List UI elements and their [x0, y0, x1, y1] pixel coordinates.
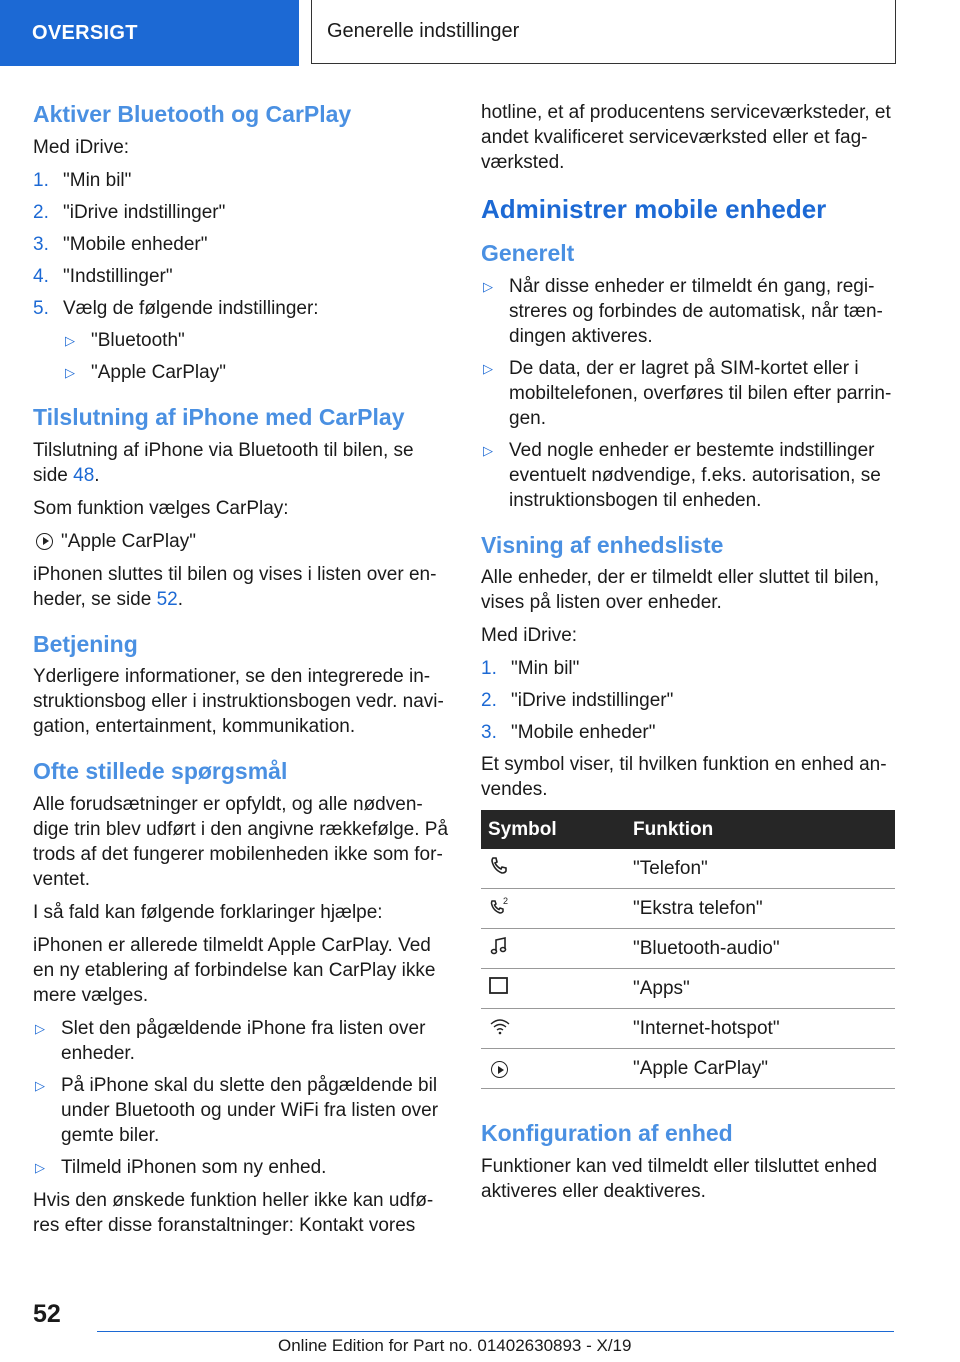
paragraph: Med iDrive: [481, 625, 578, 647]
bullet-text: "Bluetooth" [91, 329, 185, 351]
step-number: 2. [481, 690, 497, 712]
paragraph: Hvis den ønskede funktion heller ikke kan udfø-res efter disse foranstaltninger: Kontakt vores [33, 1190, 434, 1236]
step-text: "Mobile enheder" [63, 233, 208, 255]
page-header [0, 0, 960, 66]
paragraph [33, 562, 449, 612]
column-header-function: Funktion [626, 810, 895, 849]
step-number: 2. [33, 201, 49, 223]
paragraph: Et symbol viser, til hvilken funktion en enhed an-vendes. [481, 754, 887, 801]
list-item [33, 1073, 449, 1148]
page-link-48[interactable]: 48 [73, 464, 95, 486]
paragraph: I så fald kan følgende forklaringer hjælpe: [33, 902, 383, 923]
step-text: "Min bil" [511, 658, 580, 680]
bullet-text: Ved nogle enheder er bestemte indstillinger eventuelt nødvendige, f.eks. autorisation, se instruktionsbogen til enheden. [509, 439, 881, 511]
table-row [481, 929, 895, 969]
music-note-icon [488, 935, 510, 957]
column-header-symbol: Symbol [481, 810, 626, 849]
section-title-device-configuration: Konfiguration af enhed [481, 1120, 733, 1147]
step-number: 4. [33, 265, 49, 287]
text: . [94, 464, 100, 486]
function-cell: "Bluetooth-audio" [626, 929, 895, 969]
bullet-text: Når disse enheder er tilmeldt én gang, regi-streres og forbindes de automatisk, når tæn-dingen aktiveres. [509, 275, 883, 347]
table-row [481, 1009, 895, 1049]
triangle-bullet-icon: ▷ [483, 442, 493, 458]
symbol-table [481, 810, 895, 1089]
right-column [481, 100, 897, 1212]
list-item [481, 356, 897, 431]
svg-text:2: 2 [503, 895, 509, 906]
paragraph [33, 438, 449, 488]
list-item [481, 720, 897, 745]
list-item [481, 438, 897, 513]
step-number: 3. [481, 722, 497, 744]
section-title-device-list: Visning af enhedsliste [481, 531, 724, 558]
section-title-operation: Betjening [33, 630, 138, 657]
tab-general-settings[interactable]: Generelle indstillinger [311, 0, 896, 64]
triangle-bullet-icon: ▷ [65, 364, 75, 380]
list-item [63, 328, 449, 353]
section-title-general: Generelt [481, 239, 575, 266]
section-title-faq: Ofte stillede spørgsmål [33, 758, 288, 785]
table-row [481, 849, 895, 889]
bullet-text: På iPhone skal du slette den pågældende bil under Bluetooth og under WiFi fra listen over gemte biler. [61, 1075, 439, 1146]
section-title-activate-bluetooth: Aktiver Bluetooth og CarPlay [33, 101, 352, 127]
step-number: 1. [33, 169, 49, 191]
list-item [33, 264, 449, 289]
step-text: "Mobile enheder" [511, 722, 656, 744]
symbol-cell [481, 929, 626, 969]
triangle-bullet-icon: ▷ [35, 1160, 45, 1175]
step-text: "Min bil" [63, 169, 132, 191]
steps-list [481, 656, 897, 745]
paragraph: Alle forudsætninger er opfyldt, og alle nødven-dige trin blev udført i den angivne rækkefølge. På trods af det fungerer mobilenheden ikke som for-ventet. [33, 794, 449, 890]
text: Tilslutning af iPhone via Bluetooth til bilen, se side [33, 439, 414, 486]
tab-overview[interactable]: OVERSIGT [0, 0, 299, 66]
paragraph: hotline, et af producentens serviceværksteder, et andet kvalificeret serviceværksted eller et fag-værksted. [481, 102, 891, 173]
wifi-hotspot-icon [488, 1015, 512, 1037]
function-cell: "Internet-hotspot" [626, 1009, 895, 1049]
list-item [33, 168, 449, 193]
function-cell: "Apple CarPlay" [626, 1049, 895, 1089]
paragraph: Alle enheder, der er tilmeldt eller sluttet til bilen, vises på listen over enheder. [481, 567, 880, 614]
triangle-bullet-icon: ▷ [483, 360, 493, 376]
symbol-cell [481, 889, 626, 929]
list-item [33, 232, 449, 257]
symbol-cell [481, 1049, 626, 1089]
triangle-bullet-icon: ▷ [35, 1078, 45, 1093]
steps-list [33, 168, 449, 385]
bullet-text: Tilmeld iPhonen som ny enhed. [61, 1157, 327, 1178]
phone-icon [488, 855, 510, 877]
section-title-connect-iphone: Tilslutning af iPhone med CarPlay [33, 403, 405, 430]
second-phone-icon [488, 895, 512, 917]
chapter-title-manage-devices: Administrer mobile enheder [481, 194, 827, 224]
paragraph: Yderligere informationer, se den integrerede in-struktionsbog eller i instruktionsbogen vedr. navi-gation, entertainment, kommunikation. [33, 666, 444, 738]
carplay-icon [36, 533, 53, 550]
footer-edition: Online Edition for Part no. 01402630893 - X/19 [278, 1336, 632, 1355]
bullet-list [481, 274, 897, 513]
list-item [481, 688, 897, 713]
paragraph: Funktioner kan ved tilmeldt eller tilsluttet enhed aktiveres eller deaktiveres. [481, 1156, 878, 1203]
symbol-cell [481, 1009, 626, 1049]
list-item [63, 360, 449, 385]
footer-divider [97, 1331, 894, 1332]
page-number: 52 [33, 1300, 61, 1328]
list-item [33, 200, 449, 225]
step-text: Vælg de følgende indstillinger: [63, 297, 319, 319]
paragraph: Med iDrive: [33, 136, 130, 158]
paragraph: Som funktion vælges CarPlay: [33, 497, 289, 519]
step-text: "iDrive indstillinger" [63, 201, 226, 223]
list-item [33, 1155, 449, 1180]
table-row [481, 889, 895, 929]
triangle-bullet-icon: ▷ [65, 332, 75, 348]
step-text: "iDrive indstillinger" [511, 690, 674, 712]
function-cell: "Apps" [626, 969, 895, 1009]
paragraph: iPhonen er allerede tilmeldt Apple CarPlay. Ved en ny etablering af forbindelse kan CarPlay ikke mere vælges. [33, 935, 436, 1006]
bullet-text: Slet den pågældende iPhone fra listen over enheder. [61, 1018, 426, 1064]
step-number: 3. [33, 233, 49, 255]
apps-square-icon [488, 975, 510, 997]
list-item [481, 656, 897, 681]
function-cell: "Ekstra telefon" [626, 889, 895, 929]
bullet-text: De data, der er lagret på SIM-kortet eller i mobiltelefonen, overføres til bilen efter parrin-gen. [509, 357, 892, 429]
step-text: "Indstillinger" [63, 265, 173, 287]
list-item [33, 296, 449, 385]
bullet-list [33, 1016, 449, 1180]
table-row [481, 1049, 895, 1089]
left-column [33, 100, 449, 1246]
table-row [481, 969, 895, 1009]
sub-list [63, 328, 449, 385]
table-header-row [481, 810, 895, 849]
step-number: 1. [481, 658, 497, 680]
carplay-menu-item [33, 529, 449, 554]
triangle-bullet-icon: ▷ [35, 1021, 45, 1036]
symbol-cell [481, 849, 626, 889]
list-item [33, 1016, 449, 1066]
symbol-cell [481, 969, 626, 1009]
step-number: 5. [33, 297, 49, 319]
bullet-text: "Apple CarPlay" [91, 361, 226, 383]
page-link-52[interactable]: 52 [156, 588, 178, 610]
function-cell: "Telefon" [626, 849, 895, 889]
carplay-icon [491, 1061, 508, 1078]
text: iPhonen sluttes til bilen og vises i listen over en-heder, se side [33, 563, 437, 610]
text: . [177, 588, 184, 610]
carplay-label: "Apple CarPlay" [61, 530, 196, 552]
triangle-bullet-icon: ▷ [483, 278, 493, 294]
list-item [481, 274, 897, 349]
